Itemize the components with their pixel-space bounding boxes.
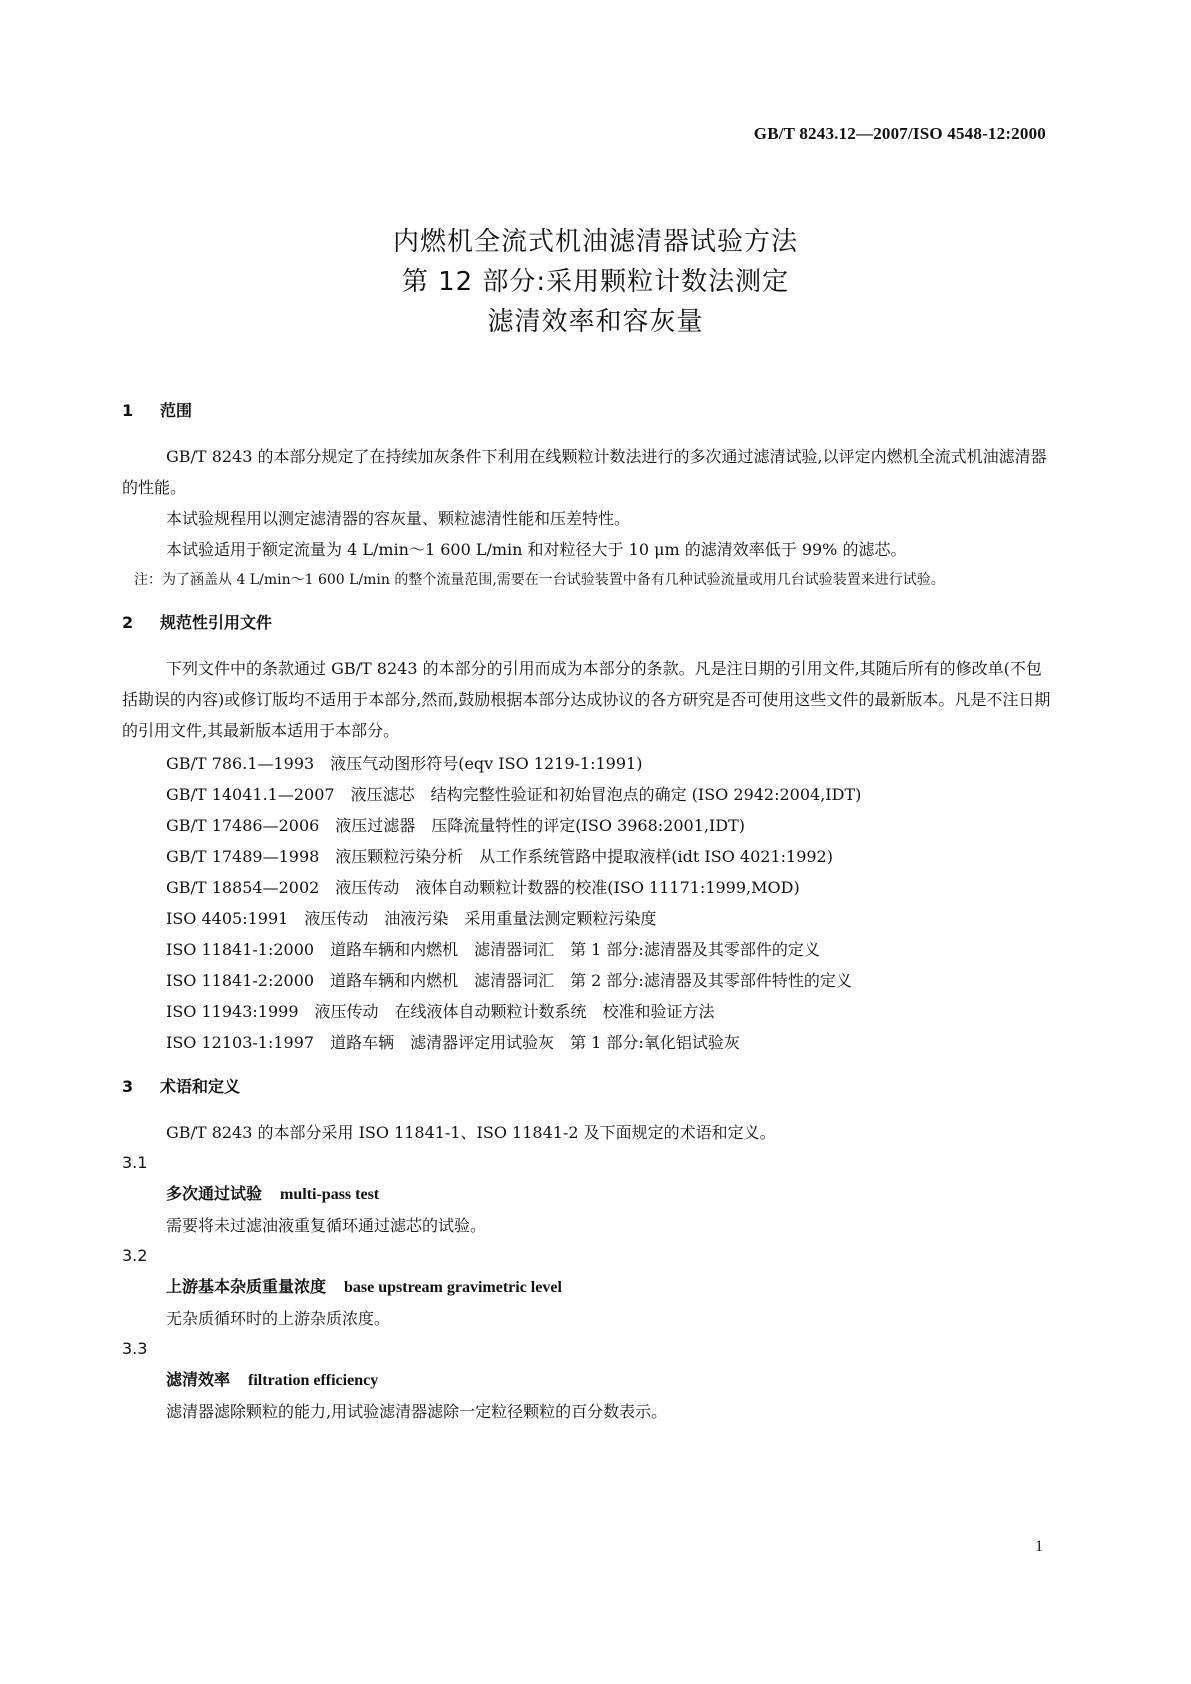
- term-number: 3.1: [122, 1153, 148, 1172]
- section-number: 1: [122, 401, 134, 420]
- term-en: multi-pass test: [280, 1186, 380, 1203]
- term-entry: [122, 1148, 1057, 1241]
- paragraph: GB/T 8243 的本部分采用 ISO 11841-1、ISO 11841-2 及下面规定的术语和定义。: [166, 1123, 776, 1142]
- page-number: 1: [1035, 1538, 1043, 1555]
- term-entry: [122, 1334, 1057, 1427]
- term-zh: 滤清效率: [166, 1370, 231, 1389]
- note: 注：为了涵盖从 4 L/min～1 600 L/min 的整个流量范围,需要在一台试验装置中备有几种试验流量或用几台试验装置来进行试验。: [134, 572, 945, 588]
- term-definition: 需要将未过滤油液重复循环通过滤芯的试验。: [166, 1216, 487, 1235]
- section-heading: [122, 396, 1057, 426]
- title-line-3: 滤清效率和容灰量: [487, 307, 704, 337]
- reference-item: ISO 11943:1999 液压传动 在线液体自动颗粒计数系统 校准和验证方法: [166, 1002, 715, 1021]
- document-code: GB/T 8243.12—2007/ISO 4548-12:2000: [753, 124, 1046, 143]
- title-line-2: 第 12 部分:采用颗粒计数法测定: [401, 267, 790, 297]
- reference-item: ISO 11841-2:2000 道路车辆和内燃机 滤清器词汇 第 2 部分:滤清器及其零部件特性的定义: [166, 971, 852, 990]
- reference-item: GB/T 17486—2006 液压过滤器 压降流量特性的评定(ISO 3968:2001,IDT): [166, 816, 746, 835]
- term-number: 3.2: [122, 1246, 148, 1265]
- section-terms-and-definitions: [122, 1072, 1057, 1427]
- document-title: [0, 222, 1191, 342]
- term-en: filtration efficiency: [248, 1372, 379, 1389]
- section-normative-references: [122, 608, 1057, 1058]
- reference-item: GB/T 17489—1998 液压颗粒污染分析 从工作系统管路中提取液样(idt ISO 4021:1992): [166, 847, 833, 866]
- paragraph: 本试验适用于额定流量为 4 L/min～1 600 L/min 和对粒径大于 10 μm 的滤清效率低于 99% 的滤芯。: [166, 540, 907, 559]
- reference-item: ISO 12103-1:1997 道路车辆 滤清器评定用试验灰 第 1 部分:氧化铝试验灰: [166, 1033, 740, 1052]
- term-heading: [122, 1364, 1057, 1396]
- paragraph: 本试验规程用以测定滤清器的容灰量、颗粒滤清性能和压差特性。: [166, 509, 631, 528]
- section-title: 术语和定义: [160, 1077, 241, 1096]
- term-zh: 上游基本杂质重量浓度: [166, 1277, 327, 1296]
- section-number: 2: [122, 613, 134, 632]
- reference-item: GB/T 18854—2002 液压传动 液体自动颗粒计数器的校准(ISO 11171:1999,MOD): [166, 878, 800, 897]
- section-title: 规范性引用文件: [160, 613, 273, 632]
- term-heading: [122, 1178, 1057, 1210]
- title-line-1: 内燃机全流式机油滤清器试验方法: [392, 227, 798, 257]
- term-number: 3.3: [122, 1339, 148, 1358]
- term-definition: 无杂质循环时的上游杂质浓度。: [166, 1309, 391, 1328]
- reference-item: GB/T 14041.1—2007 液压滤芯 结构完整性验证和初始冒泡点的确定 (ISO 2942:2004,IDT): [166, 785, 862, 804]
- reference-item: ISO 11841-1:2000 道路车辆和内燃机 滤清器词汇 第 1 部分:滤清器及其零部件的定义: [166, 940, 820, 959]
- section-scope: [122, 396, 1057, 594]
- section-number: 3: [122, 1077, 134, 1096]
- term-zh: 多次通过试验: [166, 1184, 263, 1203]
- section-heading: [122, 1072, 1057, 1102]
- reference-item: ISO 4405:1991 液压传动 油液污染 采用重量法测定颗粒污染度: [166, 909, 657, 928]
- document-body: [122, 396, 1057, 1427]
- reference-list: [122, 748, 1057, 1058]
- section-heading: [122, 608, 1057, 638]
- term-heading: [122, 1271, 1057, 1303]
- reference-item: GB/T 786.1—1993 液压气动图形符号(eqv ISO 1219-1:1991): [166, 754, 643, 773]
- paragraph: 下列文件中的条款通过 GB/T 8243 的本部分的引用而成为本部分的条款。凡是注日期的引用文件,其随后所有的修改单(不包括勘误的内容)或修订版均不适用于本部分,然而,鼓励根据本部分达成协议的各方研究是否可使用这些文件的最新版本。凡是不注日期的引用文件,其最新版本适用于本部分。: [122, 659, 1051, 740]
- term-entry: [122, 1241, 1057, 1334]
- section-title: 范围: [160, 401, 193, 420]
- term-definition: 滤清器滤除颗粒的能力,用试验滤清器滤除一定粒径颗粒的百分数表示。: [166, 1402, 668, 1421]
- term-en: base upstream gravimetric level: [344, 1279, 562, 1296]
- paragraph: GB/T 8243 的本部分规定了在持续加灰条件下利用在线颗粒计数法进行的多次通过滤清试验,以评定内燃机全流式机油滤清器的性能。: [122, 447, 1047, 497]
